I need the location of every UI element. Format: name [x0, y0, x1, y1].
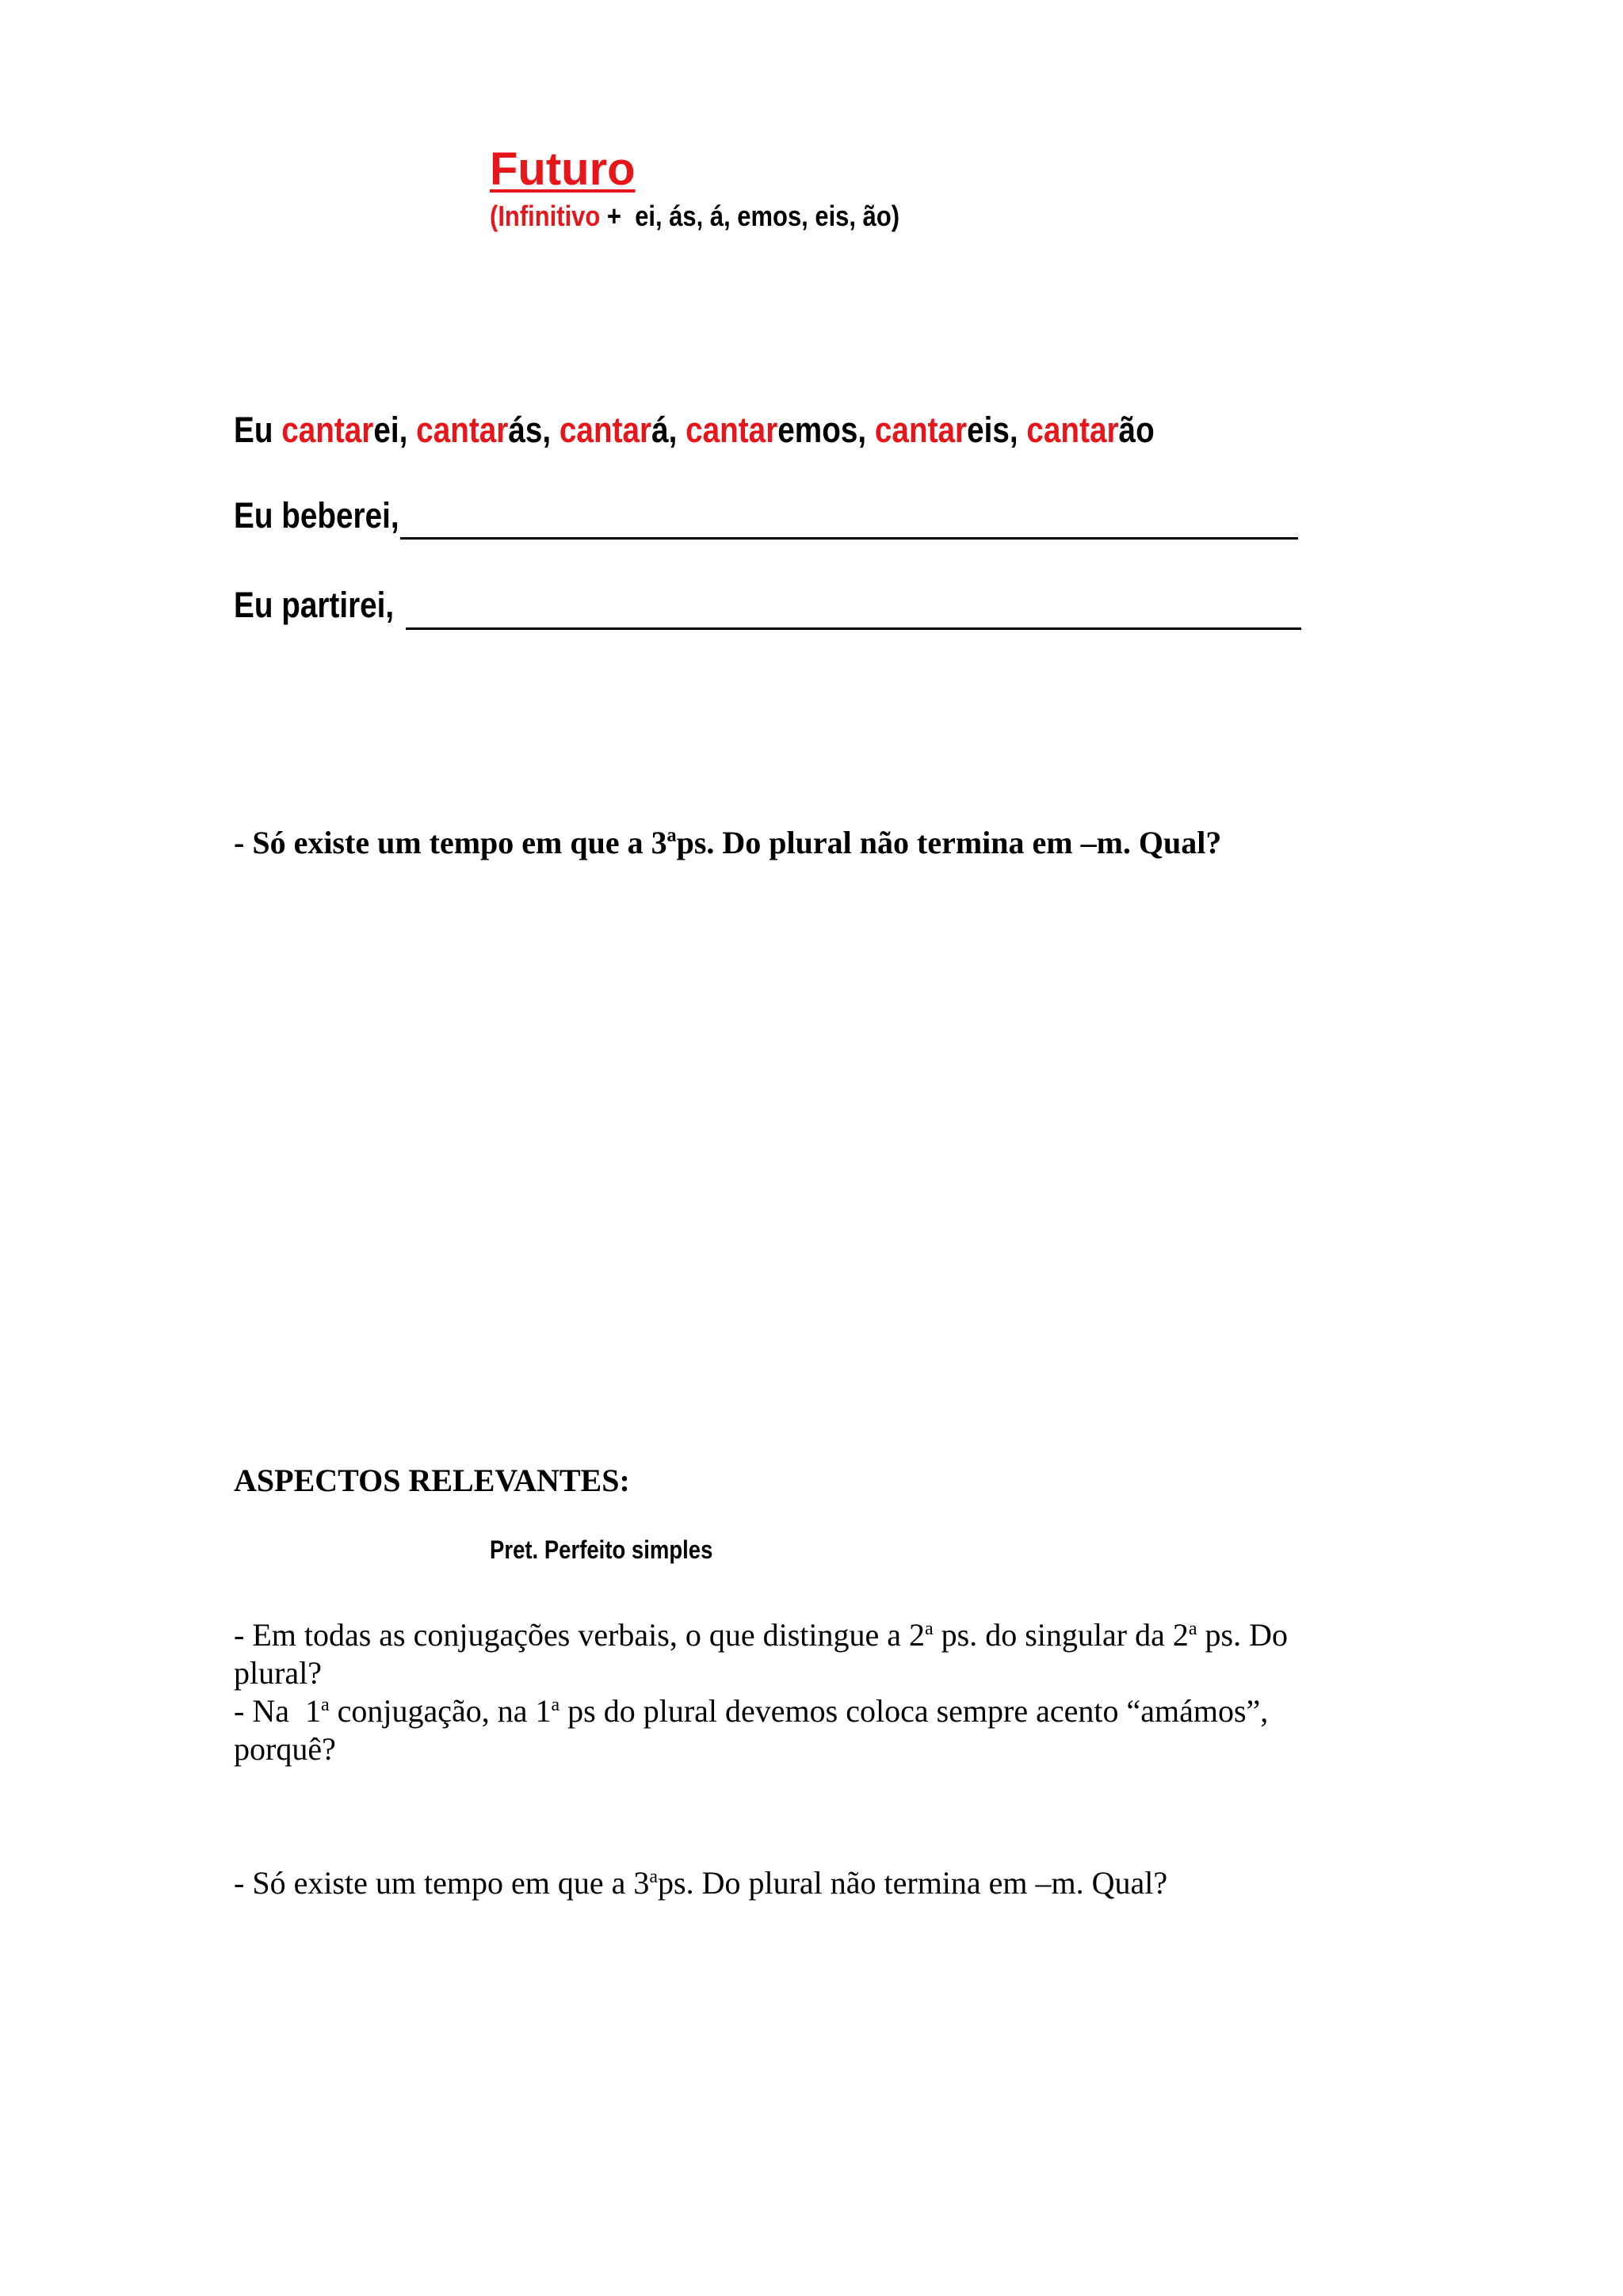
answer-blank[interactable]	[406, 627, 1301, 630]
conj-ending: eis	[967, 410, 1010, 450]
pret-question-1	[234, 1616, 1288, 1654]
conj-sep: ,	[857, 410, 875, 450]
q-text: ps. Do plural não termina em –m. Qual?	[658, 1865, 1168, 1901]
exercise-line-beber	[234, 495, 426, 536]
pret-question-2-cont: porquê?	[234, 1731, 336, 1767]
conj-sep: ,	[542, 410, 559, 450]
ordinal-sup: a	[551, 1695, 560, 1715]
conj-ending: ei	[373, 410, 399, 450]
conj-ending: á	[651, 410, 669, 450]
question-third-plural	[234, 1864, 1167, 1902]
conj-pronoun: Eu	[234, 410, 282, 450]
conj-stem: cantar	[1026, 410, 1119, 450]
conj-stem: cantar	[559, 410, 652, 450]
conj-stem: cantar	[685, 410, 778, 450]
pret-question-2	[234, 1692, 1268, 1730]
page-title: Futuro	[490, 143, 636, 195]
conj-sep: ,	[668, 410, 686, 450]
formula-line	[490, 200, 966, 233]
question-third-plural-bold: - Só existe um tempo em que a 3ªps. Do plural não termina em –m. Qual?	[234, 825, 1222, 860]
q-text: - Só existe um tempo em que a 3	[234, 1865, 650, 1901]
q-text: - Na 1	[234, 1693, 321, 1729]
q-text: ps do plural devemos coloca sempre acento “amámos”,	[559, 1693, 1269, 1729]
conj-ending: emos	[777, 410, 858, 450]
q-text: - Em todas as conjugações verbais, o que distingue a 2	[234, 1617, 925, 1653]
conj-sep: ,	[399, 410, 417, 450]
ordinal-sup: a	[925, 1619, 934, 1639]
answer-blank[interactable]	[400, 537, 1298, 540]
pret-question-1-cont: plural?	[234, 1655, 323, 1691]
ordinal-sup: a	[320, 1695, 330, 1715]
q-text: conjugação, na 1	[329, 1693, 552, 1729]
conj-stem: cantar	[281, 410, 374, 450]
exercise-label: Eu beberei,	[234, 495, 399, 536]
conj-ending: ão	[1118, 410, 1155, 450]
ordinal-sup: a	[649, 1867, 658, 1887]
formula-infinitive: Infinitivo	[498, 200, 601, 232]
exercise-line-partir	[234, 585, 430, 626]
pret-heading-text: Pret. Perfeito simples	[490, 1535, 713, 1564]
formula-open: (	[490, 200, 498, 232]
formula-endings: ei, ás, á, emos, eis, ão)	[628, 200, 900, 232]
exercise-label: Eu partirei,	[234, 585, 403, 625]
conj-stem: cantar	[416, 410, 509, 450]
aspects-heading: ASPECTOS RELEVANTES:	[234, 1463, 630, 1498]
q-text: ps. do singular da 2	[933, 1617, 1189, 1653]
ordinal-sup: a	[1188, 1619, 1197, 1639]
conj-sep: ,	[1009, 410, 1027, 450]
formula-plus: +	[600, 200, 628, 232]
conj-stem: cantar	[874, 410, 968, 450]
conj-ending: ás	[508, 410, 543, 450]
conjugation-example	[234, 410, 1304, 451]
q-text: ps. Do	[1197, 1617, 1288, 1653]
pret-perfeito-heading	[490, 1535, 749, 1565]
